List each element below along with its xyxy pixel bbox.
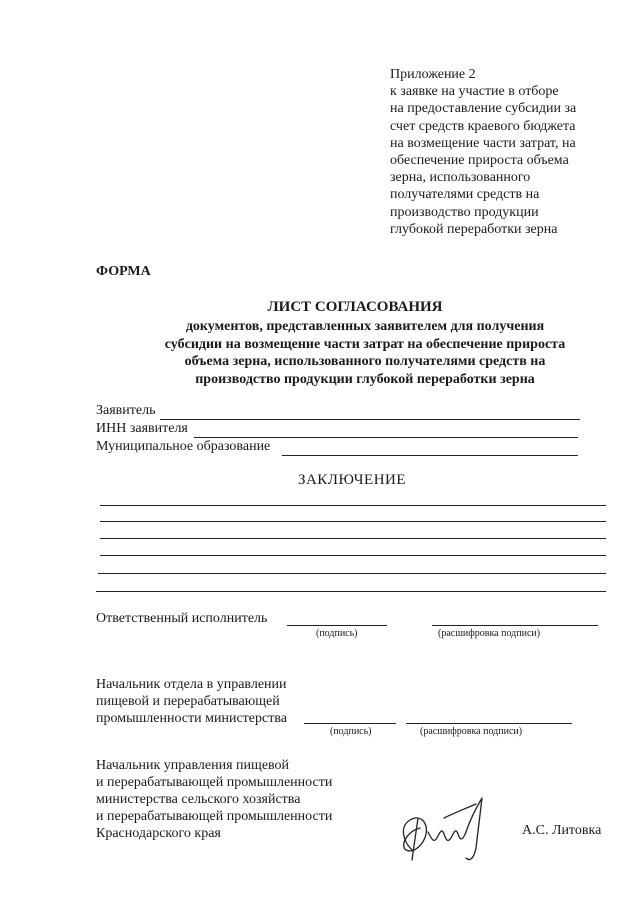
director-name: А.С. Литовка [522,823,602,838]
document-title: ЛИСТ СОГЛАСОВАНИЯ [267,299,443,315]
applicant-label: Заявитель [96,403,156,418]
inn-label: ИНН заявителя [96,421,188,436]
conclusion-line[interactable] [100,555,606,556]
appendix-line: на возмещение части затрат, на [390,135,576,151]
appendix-line: производство продукции [390,204,539,220]
conclusion-line[interactable] [98,573,606,574]
municipality-field-line[interactable] [282,455,578,456]
department-head-line: промышленности министерства [96,711,287,726]
department-head-signature-caption: (подпись) [330,726,372,737]
applicant-field-line[interactable] [160,419,580,420]
director-line: и перерабатывающей промышленности [96,775,333,790]
subtitle-line: документов, представленных заявителем для получения [185,319,545,334]
handwritten-signature [392,788,492,868]
appendix-line: обеспечение прироста объема [390,153,569,169]
director-block [96,757,332,842]
department-head-decode-caption: (расшифровка подписи) [420,726,523,737]
appendix-line: к заявке на участие в отборе [390,84,559,100]
director-line: и перерабатывающей промышленности [96,809,333,824]
inn-field-line[interactable] [194,437,578,438]
conclusion-line[interactable] [100,521,606,522]
director-line: министерства сельского хозяйства [96,792,301,807]
appendix-line: глубокой переработки зерна [390,221,558,237]
conclusion-title: ЗАКЛЮЧЕНИЕ [297,472,407,488]
appendix-line: зерна, использованного [390,170,531,186]
conclusion-line[interactable] [100,538,606,539]
responsible-signature-line[interactable] [287,625,387,626]
responsible-decode-caption: (расшифровка подписи) [438,628,541,639]
appendix-line: Приложение 2 [390,67,476,82]
responsible-signature-caption: (подпись) [316,628,358,639]
department-head-decode-line[interactable] [406,723,572,724]
department-head-line: Начальник отдела в управлении [96,677,287,692]
subtitle-line: объема зерна, использованного получателями средств на [184,354,546,370]
form-label: ФОРМА [96,264,151,279]
director-line: Краснодарского края [96,826,221,841]
subtitle-line: производство продукции глубокой переработки зерна [195,371,535,387]
appendix-line: получателями средств на [390,187,540,203]
responsible-label: Ответственный исполнитель [96,611,268,626]
subtitle-line: субсидии на возмещение части затрат на обеспечение прироста [164,336,566,352]
appendix-block [390,66,630,238]
conclusion-line[interactable] [96,591,606,592]
department-head-signature-line[interactable] [304,723,396,724]
director-line: Начальник управления пищевой [96,758,290,773]
department-head-line: пищевой и перерабатывающей [96,694,280,709]
responsible-decode-line[interactable] [432,625,598,626]
document-subtitle [130,318,600,388]
conclusion-line[interactable] [100,505,606,506]
municipality-label: Муниципальное образование [96,439,271,454]
appendix-line: на предоставление субсидии за [390,101,577,117]
department-head-block [96,676,287,727]
appendix-line: счет средств краевого бюджета [390,118,576,134]
